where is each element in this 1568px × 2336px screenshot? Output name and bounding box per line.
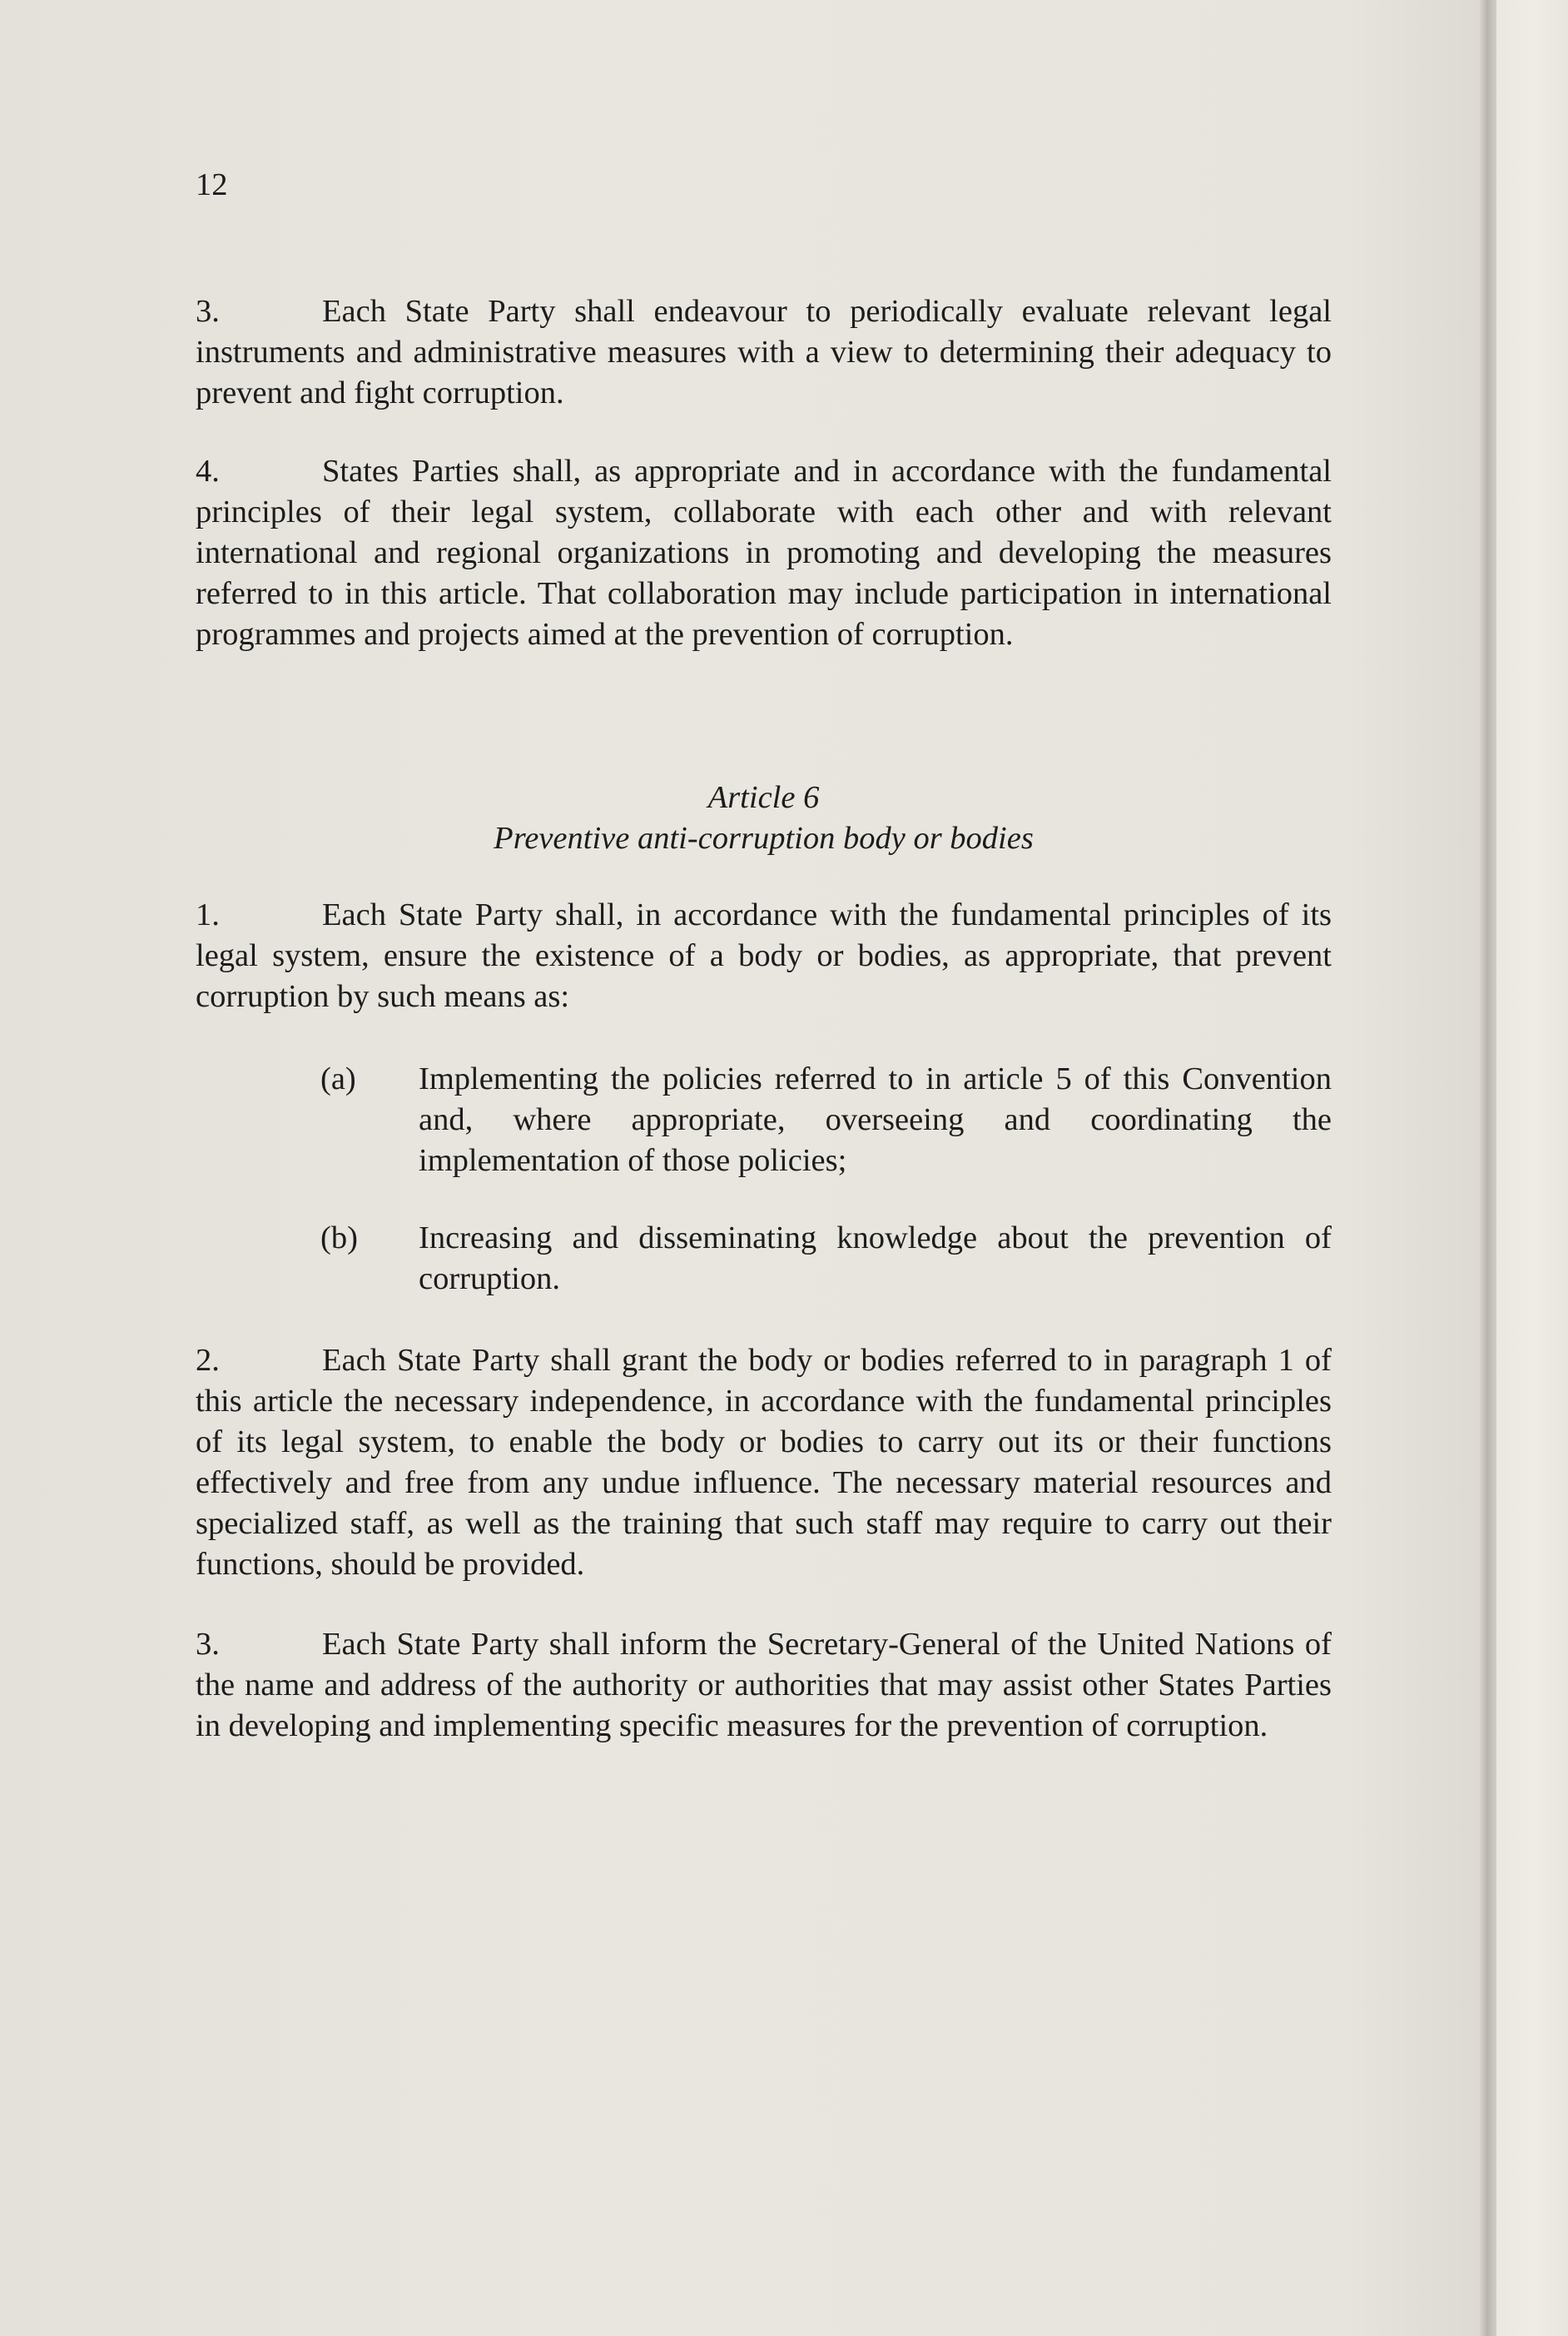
article6-paragraph-3 (196, 1624, 1332, 1747)
list-item-label: (b) (320, 1220, 358, 1255)
paragraph-number: 3. (196, 294, 220, 329)
article-title: Article 6 (707, 780, 820, 815)
paragraph-text: Each State Party shall grant the body or bodies referred to in paragraph 1 of this article the necessary independence, in accordance with the fundamental principles of its legal system, to enable the body or bodies to carry out its or their functions effectively and free from any undue influence. The necessary material resources and specialized staff, as well as the training that such staff may require to carry out their functions, should be provided. (196, 1343, 1332, 1582)
article6-paragraph-2 (196, 1340, 1332, 1585)
article6-paragraph-1 (196, 895, 1332, 1017)
list-item-text: Implementing the policies referred to in article 5 of this Convention and, where appropriate, overseeing and coordinating the implementation of those policies; (419, 1061, 1332, 1178)
paragraph-number: 2. (196, 1343, 220, 1378)
list-item-label: (a) (320, 1061, 356, 1096)
paragraph-number: 4. (196, 454, 220, 489)
paragraph-text: Each State Party shall, in accordance with the fundamental principles of its legal system, ensure the existence of a body or bodies, as appropriate, that prevent corruption by such means as: (196, 897, 1332, 1014)
paragraph-number: 1. (196, 897, 220, 932)
paragraph-text: States Parties shall, as appropriate and in accordance with the fundamental principles of their legal system, collaborate with each other and with relevant international and regional organizations in promoting and developing the measures referred to in this article. That collaboration may include participation in international programmes and projects aimed at the prevention of corruption. (196, 454, 1332, 652)
page-gutter (1480, 0, 1496, 2336)
article-subtitle: Preventive anti-corruption body or bodies (494, 821, 1034, 856)
paragraph-4 (196, 451, 1332, 655)
list-item-a (320, 1059, 1332, 1181)
paragraph-number: 3. (196, 1627, 220, 1662)
list-item-b (320, 1218, 1332, 1300)
paragraph-text: Each State Party shall inform the Secretary-General of the United Nations of the name and address of the authority or authorities that may assist other States Parties in developing and implementing specific measures for the prevention of corruption. (196, 1627, 1332, 1743)
list-item-text: Increasing and disseminating knowledge about the prevention of corruption. (419, 1220, 1332, 1296)
paragraph-3 (196, 291, 1332, 414)
adjacent-page-edge (1496, 0, 1568, 2336)
paragraph-text: Each State Party shall endeavour to periodically evaluate relevant legal instruments and administrative measures with a view to determining their adequacy to prevent and fight corruption. (196, 294, 1332, 410)
page-number: 12 (196, 167, 228, 202)
